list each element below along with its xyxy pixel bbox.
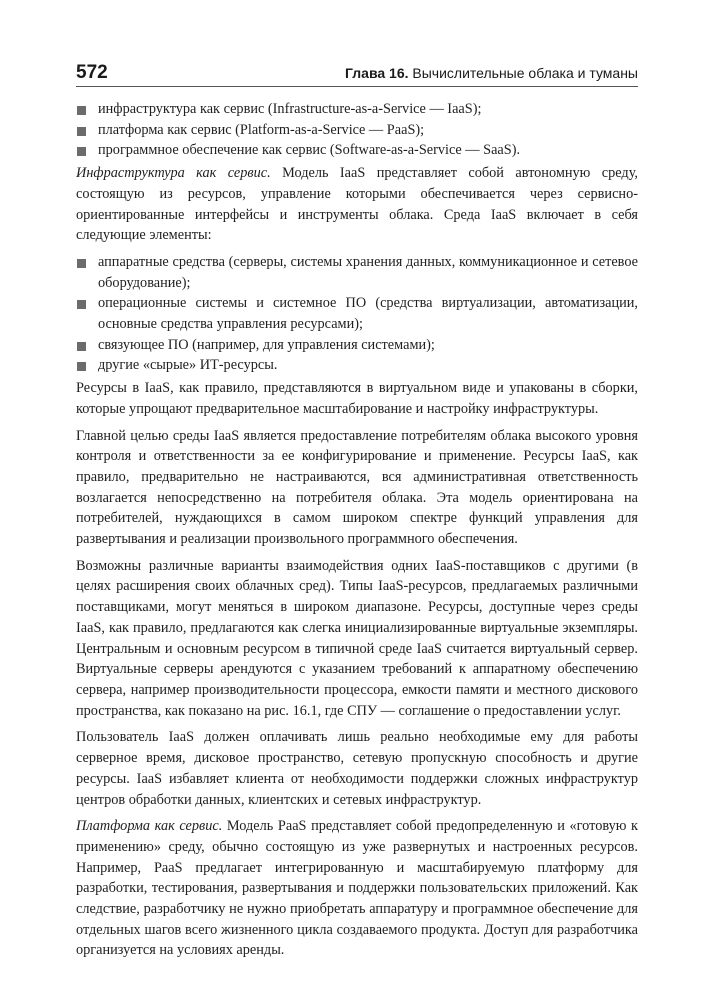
bullet-square-icon (77, 342, 86, 351)
paragraph: Главной целью среды IaaS является предоставление потребителям облака высокого уровня контроля и ответственности за ее конфигурирование и применение. Ресурсы IaaS, как правило, предварительно не настраиваются, вся административная ответственность возлагается непосредственно на потребителя облака. Эта модель ориентирована на потребителей, нуждающихся в самом широком спектре функций управления для развертывания и реализации произвольного программного обеспечения. (76, 427, 638, 548)
bullet-square-icon (77, 127, 86, 136)
body-text (76, 99, 638, 967)
paragraph: Пользователь IaaS должен оплачивать лишь реально необходимые ему для работы серверное время, дисковое пространство, сетевую пропускную способность и другие ресурсы. IaaS избавляет клиента от необходимости поддержки сложных инфраструктур центров обработки данных, клиентских и сетевых инфраструктур. (76, 729, 638, 808)
list-item: платформа как сервис (Platform-as-a-Service — PaaS); (76, 120, 638, 141)
paragraph: Возможны различные варианты взаимодействия одних IaaS-поставщиков с другими (в целях расширения своих облачных сред). Типы IaaS-ресурсов, предлагаемых различными поставщиками, могут меняться в широком диапазоне. Ресурсы, доступные через среды IaaS, как правило, предлагаются как слегка инициализированные виртуальные экземпляры. Центральным и основным ресурсом в типичной среде IaaS считается виртуальный сервер. Виртуальные серверы арендуются с указанием требований к аппаратному обеспечению сервера, например производительности процессора, емкости памяти и местного дискового пространства, как показано на рис. 16.1, где СПУ — соглашение о предоставлении услуг. (76, 557, 638, 719)
chapter-label: Глава 16. (345, 65, 409, 81)
iaas-elements-list (76, 252, 638, 376)
bullet-square-icon (77, 106, 86, 115)
chapter-title: Вычислительные облака и туманы (412, 65, 638, 81)
paragraph: Ресурсы в IaaS, как правило, представляются в виртуальном виде и упакованы в сборки, которые упрощают предварительное масштабирование и настройку инфраструктуры. (76, 380, 638, 417)
list-item: инфраструктура как сервис (Infrastructure-as-a-Service — IaaS); (76, 99, 638, 120)
list-item: другие «сырые» ИТ-ресурсы. (76, 355, 638, 376)
bullet-square-icon (77, 147, 86, 156)
paragraph-paas-intro: Платформа как сервис. Модель PaaS представляет собой предопределенную и «готовую к применению» среду, обычно состоящую из уже развернутых и настроенных ресурсов. Например, PaaS предлагает интегрированную и масштабируемую платформу для разработки, тестирования, развертывания и поддержки пользовательских приложений. Как следствие, разработчику не нужно приобретать аппаратуру и программное обеспечение для отдельных шагов всего жизненного цикла создаваемого продукта. Доступ для разработчика организуется на условиях аренды. (76, 818, 638, 959)
running-header (76, 62, 638, 84)
chapter-heading (345, 65, 638, 81)
service-models-list (76, 99, 638, 161)
bullet-square-icon (77, 259, 86, 268)
list-item: аппаратные средства (серверы, системы хранения данных, коммуникационное и сетевое оборудование); (76, 252, 638, 293)
paragraph-lead-italic: Платформа как сервис. (76, 818, 223, 835)
bullet-square-icon (77, 362, 86, 371)
list-item: связующее ПО (например, для управления системами); (76, 335, 638, 356)
paragraph-iaas-intro: Инфраструктура как сервис. Модель IaaS представляет собой автономную среду, состоящую из ресурсов, управление которыми обеспечивается через сервисно-ориентированные интерфейсы и инструменты облака. Среда IaaS включает в себя следующие элементы: (76, 165, 638, 244)
list-item: программное обеспечение как сервис (Software-as-a-Service — SaaS). (76, 140, 638, 161)
page-number: 572 (76, 62, 108, 83)
list-item: операционные системы и системное ПО (средства виртуализации, автоматизации, основные средства управления ресурсами); (76, 293, 638, 334)
paragraph-lead-italic: Инфраструктура как сервис. (76, 165, 271, 182)
bullet-square-icon (77, 300, 86, 309)
header-rule (76, 86, 638, 87)
